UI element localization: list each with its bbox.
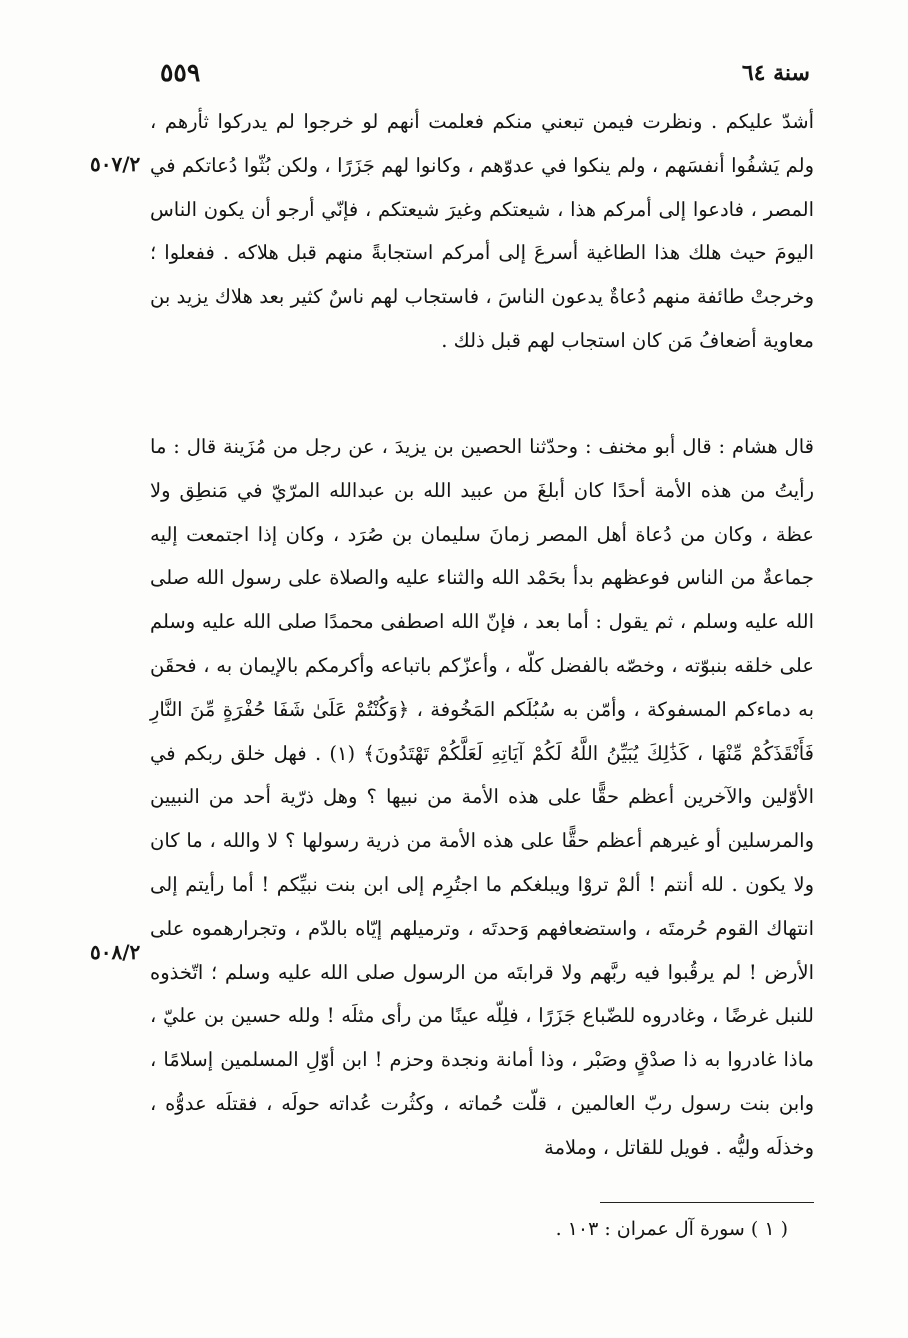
body-paragraph [150,100,814,363]
footnote-divider [600,1202,814,1203]
paragraph-text: قال هشام : قال أبو مخنف : وحدّثنا الحصين بن يزيدَ ، عن رجل من مُزَينة قال : ما رأيتُ من هذه الأمة أحدًا كان أبلغَ من عبيد الله بن عبدالله المرّيّ في مَنطِق ولا عظة ، وكان من دُعاة أهل المصر زمانَ سليمان بن صُرَد ، وكان إذا اجتمعت إليه جماعةٌ من الناس فوعظهم بدأ بحَمْد الله والثناء عليه والصلاة على رسول الله صلى الله عليه وسلم ، ثم يقول : أما بعد ، فإنّ الله اصطفى محمدًا صلى الله عليه وسلم على خلقه بنبوّته ، وخصّه بالفضل كلّه ، وأعزّكم باتباعه وأكرمكم بالإيمان به ، فحقَن به دماءكم المسفوكة ، وأمّن به سُبُلَكم المَخُوفة ، ﴿وَكُنْتُمْ عَلَىٰ شَفَا حُفْرَةٍ مِّنَ النَّارِ فَأَنْقَذَكُمْ مِّنْهَا ، كَذَٰلِكَ يُبَيِّنُ اللَّهُ لَكُمْ آيَاتِهِ لَعَلَّكُمْ تَهْتَدُونَ﴾ (١) . فهل خلق ربكم في الأوّلين والآخرين أعظم حقًّا على هذه الأمة من نبيها ؟ وهل ذرّية أحد من النبيين والمرسلين أو غيرهم أعظم حقًّا على هذه الأمة من ذرية رسولها ؟ لا والله ، ما كان ولا يكون . لله أنتم ! ألمْ تروْا ويبلغكم ما اجتُرِم إلى ابن بنت نبيِّكم ! أما رأيتم إلى انتهاك القوم حُرمتَه ، واستضعافهم وَحدتَه ، وترميلهم إيّاه بالدّم ، وتجرارهموه على الأرض ! لم يرقُبوا فيه ربَّهم ولا قرابتَه من الرسول صلى الله عليه وسلم ؛ اتّخذوه للنبل غرضًا ، وغادروه للضّباع جَزَرًا ، فلِلّه عينًا من رأى مثلَه ! ولله حسين بن عليّ ، ماذا غادروا به ذا صدْقٍ وصَبْر ، وذا أمانة ونجدة وحزم ! ابن أوّلِ المسلمين إسلامًا ، وابن بنت رسول ربّ العالمين ، قلّت حُماته ، وكثُرت عُداته حولَه ، فقتلَه عدوُّه ، وخذلَه وليُّه . فويل للقاتل ، وملامة [150,435,815,1159]
page-header [150,52,810,92]
margin-reference: ٥٠٨/٢ [90,940,141,964]
body-paragraph [150,425,814,1170]
running-head-year: سنة ٦٤ [741,60,810,86]
paragraph-text: أشدّ عليكم . ونظرت فيمن تبعني منكم فعلمت أنهم لو خرجوا لم يدركوا ثأرهم ، ولم يَشفُوا أنفسَهم ، ولم ينكوا في عدوّهم ، وكانوا لهم جَزَرًا ، ولكن بُثّوا دُعاتكم في المصر ، فادعوا إلى أمركم هذا ، شيعتكم وغيرَ شيعتكم ، فإنّي أرجو أن يكون الناس اليومَ حيث هلك هذا الطاغية أسرعَ إلى أمركم استجابةً منهم قبل هلاكه . ففعلوا ؛ وخرجتْ طائفة منهم دُعاةٌ يدعون الناسَ ، فاستجاب لهم ناسٌ كثير بعد هلاك يزيد بن معاوية أضعافُ مَن كان استجاب لهم قبل ذلك . [150,110,814,352]
footnote: ( ١ ) سورة آل عمران : ١٠٣ . [555,1218,788,1240]
page-number: ٥٥٩ [160,58,201,87]
margin-reference: ٥٠٧/٢ [90,152,141,176]
